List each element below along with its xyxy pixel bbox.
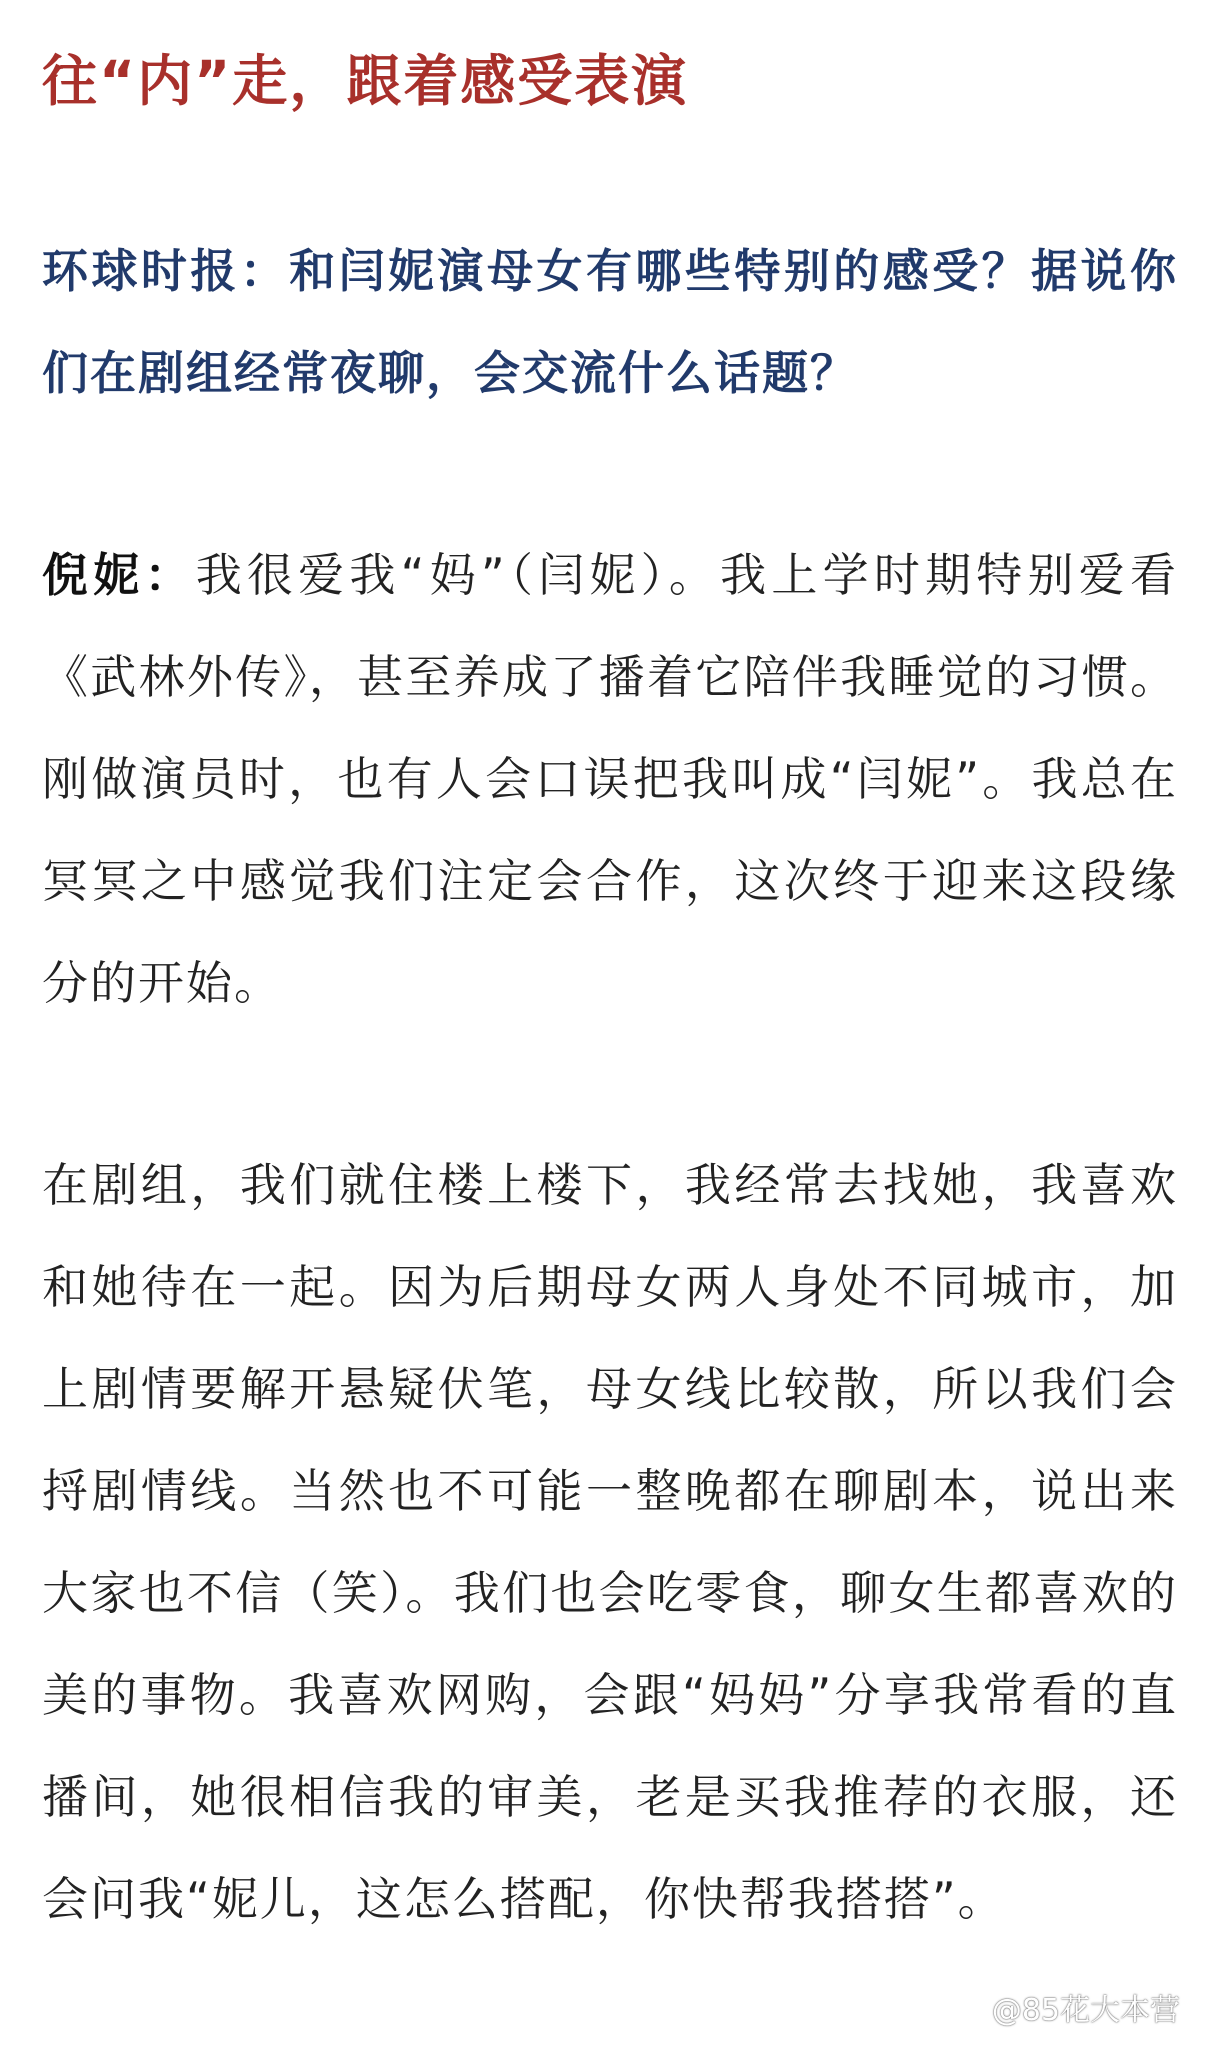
answer-paragraph-1 bbox=[42, 524, 1178, 1034]
watermark bbox=[940, 1985, 1180, 2029]
weibo-icon bbox=[940, 1990, 984, 2024]
answer-paragraph-2: 在剧组，我们就住楼上楼下，我经常去找她，我喜欢和她待在一起。因为后期母女两人身处不同城市，加上剧情要解开悬疑伏笔，母女线比较散，所以我们会捋剧情线。当然也不可能一整晚都在聊剧本，说出来大家也不信（笑）。我们也会吃零食，聊女生都喜欢的美的事物。我喜欢网购，会跟“妈妈”分享我常看的直播间，她很相信我的审美，老是买我推荐的衣服，还会问我“妮儿，这怎么搭配，你快帮我搭搭”。 bbox=[42, 1158, 1178, 1926]
article bbox=[42, 36, 1178, 2050]
watermark-handle: @85花大本营 bbox=[991, 1993, 1180, 2028]
section-title: 往“内”走，跟着感受表演 bbox=[42, 49, 689, 113]
speaker-label: 倪妮： bbox=[42, 548, 196, 602]
interview-question: 环球时报：和闫妮演母女有哪些特别的感受？据说你们在剧组经常夜聊，会交流什么话题？ bbox=[42, 244, 1178, 400]
answer-text-1: 我很爱我“妈”（闫妮）。我上学时期特别爱看《武林外传》，甚至养成了播着它陪伴我睡觉的习惯。刚做演员时，也有人会口误把我叫成“闫妮”。我总在冥冥之中感觉我们注定会合作，这次终于迎来这段缘分的开始。 bbox=[42, 548, 1178, 1010]
